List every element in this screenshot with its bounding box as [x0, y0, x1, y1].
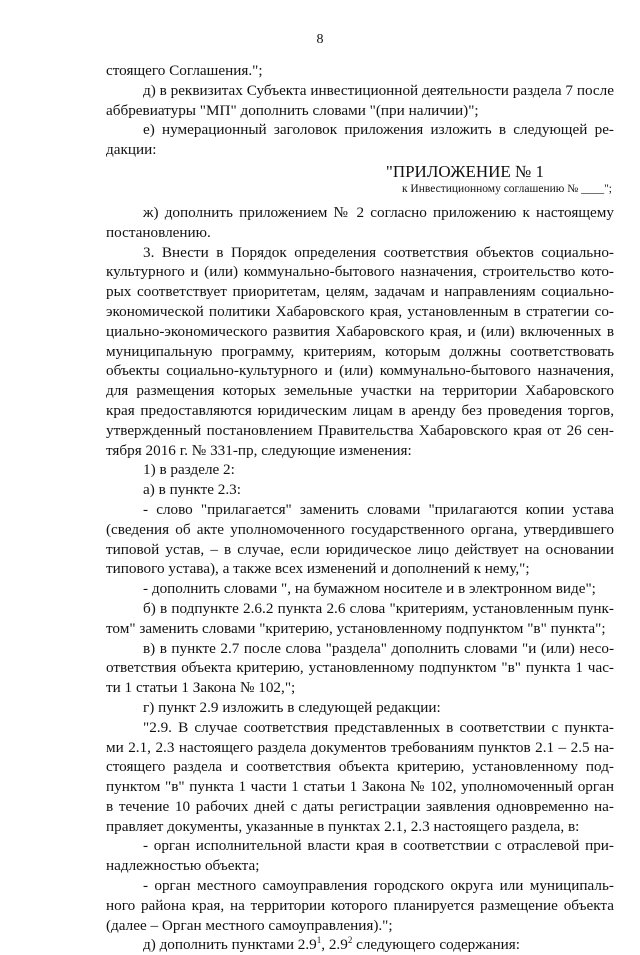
text-line: дакции: [106, 141, 157, 159]
superscript-2: 2 [347, 935, 353, 946]
text-line: для размещения которых земельные участки на территории Хабаровского [106, 382, 614, 400]
text-line: ми 2.1, 2.3 настоящего раздела документов требованиям пунктов 2.1 – 2.5 на- [106, 738, 614, 756]
text-line: (сведения об акте уполномоченного государственного органа, утвердившего [106, 520, 614, 538]
text-line: (далее – Орган местного самоуправления)."; [106, 916, 393, 934]
text-line: аббревиатуры "МП" дополнить словами "(при наличии)"; [106, 101, 479, 119]
text-line: утвержденный постановлением Правительства Хабаровского края от 26 сен- [106, 421, 614, 439]
text-line: б) в подпункте 2.6.2 пункта 2.6 слова "критериям, установленным пунк- [143, 599, 614, 617]
text-line: типового устава), а также всех изменений и дополнений к нему,"; [106, 560, 530, 578]
text-line: ж) дополнить приложением № 2 согласно приложению к настоящему [143, 203, 614, 221]
text-line: тября 2016 г. № 331-пр, следующие изменения: [106, 441, 412, 459]
text-line: объекты социально-культурного и (или) коммунально-бытового назначения, [106, 362, 614, 380]
text-line: циально-экономического развития Хабаровского края, и (или) включенных в [106, 322, 614, 340]
text-line: ного района края, на территории которого планируется размещение объекта [106, 896, 614, 914]
text-line: а) в пункте 2.3: [143, 481, 241, 499]
text-line: рых соответствует приоритетам, целям, задачам и направлениям социально- [106, 283, 614, 301]
text-line: пунктом "в" пункта 1 части 1 статьи 1 Закона № 102, уполномоченный орган [106, 778, 614, 796]
superscript-1: 1 [316, 935, 322, 946]
text-line: правляет документы, указанные в пунктах 2.1, 2.3 настоящего раздела, в: [106, 817, 580, 835]
text-line: ти 1 статьи 1 Закона № 102,"; [106, 679, 296, 697]
text-line: том" заменить словами "критерию, установленному подпунктом "в" пункта"; [106, 619, 606, 637]
text-line: д) в реквизитах Субъекта инвестиционной деятельности раздела 7 после [143, 81, 614, 99]
document-body [106, 61, 614, 955]
text-line: стоящего Соглашения."; [106, 62, 263, 79]
text-line: экономической политики Хабаровского края, установленным в стратегии со- [106, 302, 614, 320]
appendix-title: "ПРИЛОЖЕНИЕ № 1 [385, 161, 544, 181]
text-line: муниципальную программу, критериям, которым должны соответствовать [106, 342, 614, 360]
text-block-top [106, 61, 614, 160]
text-line: "2.9. В случае соответствия представленных в соответствии с пункта- [143, 718, 614, 736]
text-line: - слово "прилагается" заменить словами "прилагаются копии устава [143, 500, 614, 518]
text-line: надлежностью объекта; [106, 857, 260, 875]
text-line: - орган исполнительной власти края в соответствии с отраслевой при- [143, 837, 614, 855]
text-line-last: д) дополнить пунктами $2.9^1$, $2.9^2$ следующего содержания: [143, 935, 520, 954]
text-line: - дополнить словами ", на бумажном носителе и в электронном виде"; [143, 580, 596, 598]
text-line: 3. Внести в Порядок определения соответствия объектов социально- [143, 243, 614, 261]
page-number: 8 [316, 32, 324, 47]
text-line: ответствия объекта критерию, установленному подпунктом "в" пункта 1 час- [106, 659, 614, 677]
text-line: в течение 10 рабочих дней с даты регистрации заявления одновременно на- [106, 797, 614, 815]
text-line: - орган местного самоуправления городского округа или муниципаль- [143, 877, 614, 895]
text-line: е) нумерационный заголовок приложения изложить в следующей ре- [143, 121, 614, 139]
text-line: стоящего раздела и соответствия объекта критерию, установленному под- [106, 758, 614, 776]
text-line: в) в пункте 2.7 после слова "раздела" дополнить словами "и (или) несо- [143, 639, 614, 657]
text-line: г) пункт 2.9 изложить в следующей редакции: [143, 698, 441, 716]
text-line: 1) в разделе 2: [143, 461, 235, 479]
text-line: края предоставляются юридическим лицам в аренду без проведения торгов, [106, 401, 614, 419]
appendix-subtitle: к Инвестиционному соглашению № ____"; [401, 182, 612, 195]
text-block-main [106, 203, 614, 935]
text-line: постановлению. [106, 223, 211, 241]
text-line: типовой устав, – в случае, если юридическое лицо действует на основании [106, 540, 614, 558]
text-line: культурного и (или) коммунально-бытового назначения, строительство кото- [106, 263, 614, 281]
